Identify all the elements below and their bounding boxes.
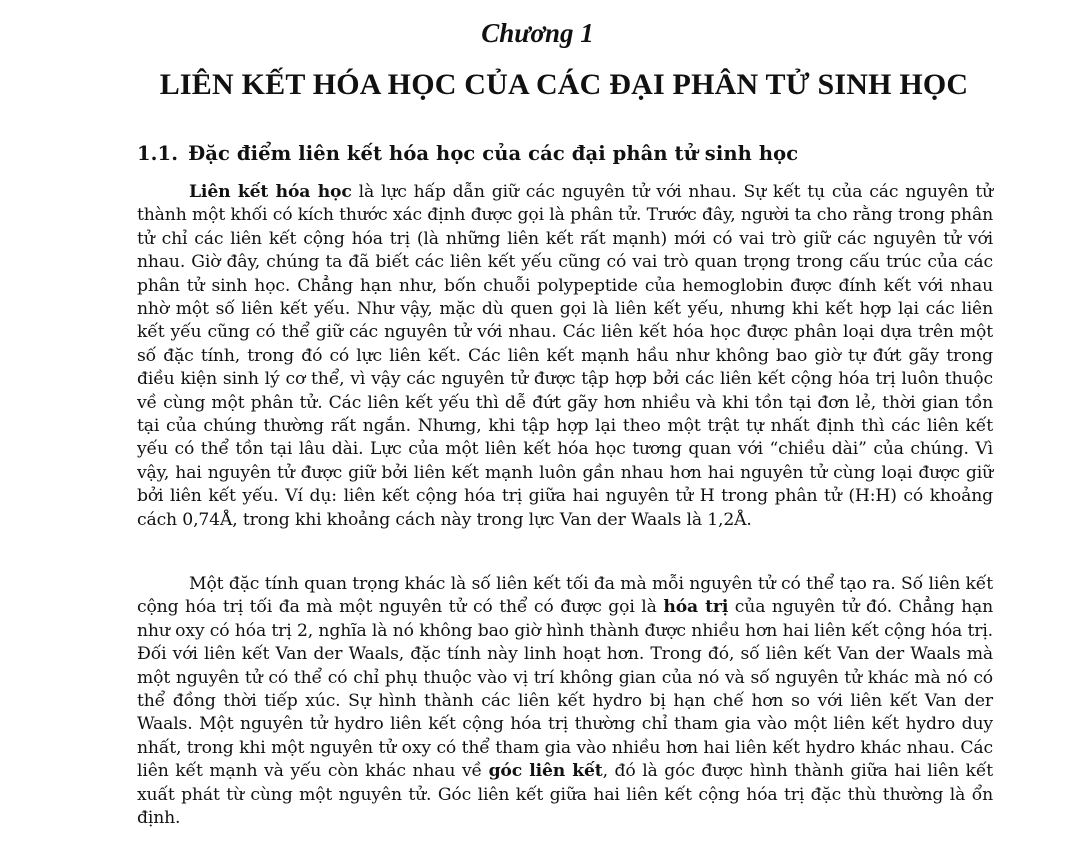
section-number: 1.1. bbox=[137, 142, 179, 165]
chapter-label: Chương 1 bbox=[481, 18, 594, 48]
term-valence: hóa trị bbox=[663, 597, 729, 618]
section-heading bbox=[137, 142, 798, 165]
term-bond-angle: góc liên kết bbox=[488, 761, 603, 782]
paragraph-1-text: là lực hấp dẫn giữ các nguyên tử với nhau. Sự kết tụ của các nguyên tử thành một khối có kích thước xác định được gọi là phân tử. Trước đây, người ta cho rằng trong phân tử chỉ các liên kết cộng hóa trị (là những liên kết rất mạnh) mới có vai trò giữ các nguyên tử với nhau. Giờ đây, chúng ta đã biết các liên kết yếu cũng có vai trò quan trọng trong cấu trúc của các phân tử sinh học. Chẳng hạn như, bốn chuỗi polypeptide của hemoglobin được đính kết với nhau nhờ một số liên kết yếu. Như vậy, mặc dù quen gọi là liên kết yếu, nhưng khi kết hợp lại các liên kết yếu cũng có thể giữ các nguyên tử với nhau. Các liên kết hóa học được phân loại dựa trên một số đặc tính, trong đó có lực liên kết. Các liên kết mạnh hầu như không bao giờ tự đứt gãy trong điều kiện sinh lý cơ thể, vì vậy các nguyên tử được tập hợp bởi các liên kết cộng hóa trị luôn thuộc về cùng một phân tử. Các liên kết yếu thì dễ đứt gãy hơn nhiều và khi tồn tại đơn lẻ, thời gian tồn tại của chúng thường rất ngắn. Nhưng, khi tập hợp lại theo một trật tự nhất định thì các liên kết yếu có thể tồn tại lâu dài. Lực của một liên kết hóa học tương quan với “chiều dài” của chúng. Vì vậy, hai nguyên tử được giữ bởi liên kết mạnh luôn gần nhau hơn hai nguyên tử cùng loại được giữ bởi liên kết yếu. Ví dụ: liên kết cộng hóa trị giữa hai nguyên tử H trong phân tử (H:H) có khoảng cách 0,74Å, trong khi khoảng cách này trong lực Van der Waals là 1,2Å. bbox=[137, 182, 993, 530]
chapter-title: LIÊN KẾT HÓA HỌC CỦA CÁC ĐẠI PHÂN TỬ SINH HỌC bbox=[159, 68, 969, 101]
section-title: Đặc điểm liên kết hóa học của các đại phân tử sinh học bbox=[188, 142, 799, 165]
paragraph-2 bbox=[137, 573, 993, 830]
paragraph-2-text-c: , đó là góc được hình thành giữa hai liên kết xuất phát từ cùng một nguyên tử. Góc liên kết giữa hai liên kết cộng hóa trị đặc thù thường là ổn định. bbox=[137, 761, 993, 829]
paragraph-2-text-a: Một đặc tính quan trọng khác là số liên kết tối đa mà mỗi nguyên tử có thể tạo ra. Số liên kết cộng hóa trị tối đa mà một nguyên tử có thể có được gọi là bbox=[137, 574, 993, 618]
term-chemical-bond: Liên kết hóa học bbox=[189, 182, 352, 202]
paragraph-2-text-b: của nguyên tử đó. Chẳng hạn như oxy có hóa trị 2, nghĩa là nó không bao giờ hình thành được nhiều hơn hai liên kết cộng hóa trị. Đối với liên kết Van der Waals, đặc tính này linh hoạt hơn. Trong đó, số liên kết Van der Waals mà một nguyên tử có thể có chỉ phụ thuộc vào vị trí không gian của nó và số nguyên tử khác mà nó có thể đồng thời tiếp xúc. Sự hình thành các liên kết hydro bị hạn chế hơn so với liên kết Van der Waals. Một nguyên tử hydro liên kết cộng hóa trị thường chỉ tham gia vào một liên kết hydro duy nhất, trong khi một nguyên tử oxy có thể tham gia vào nhiều hơn hai liên kết hydro khác nhau. Các liên kết mạnh và yếu còn khác nhau về bbox=[137, 597, 994, 782]
paragraph-1 bbox=[137, 181, 993, 532]
